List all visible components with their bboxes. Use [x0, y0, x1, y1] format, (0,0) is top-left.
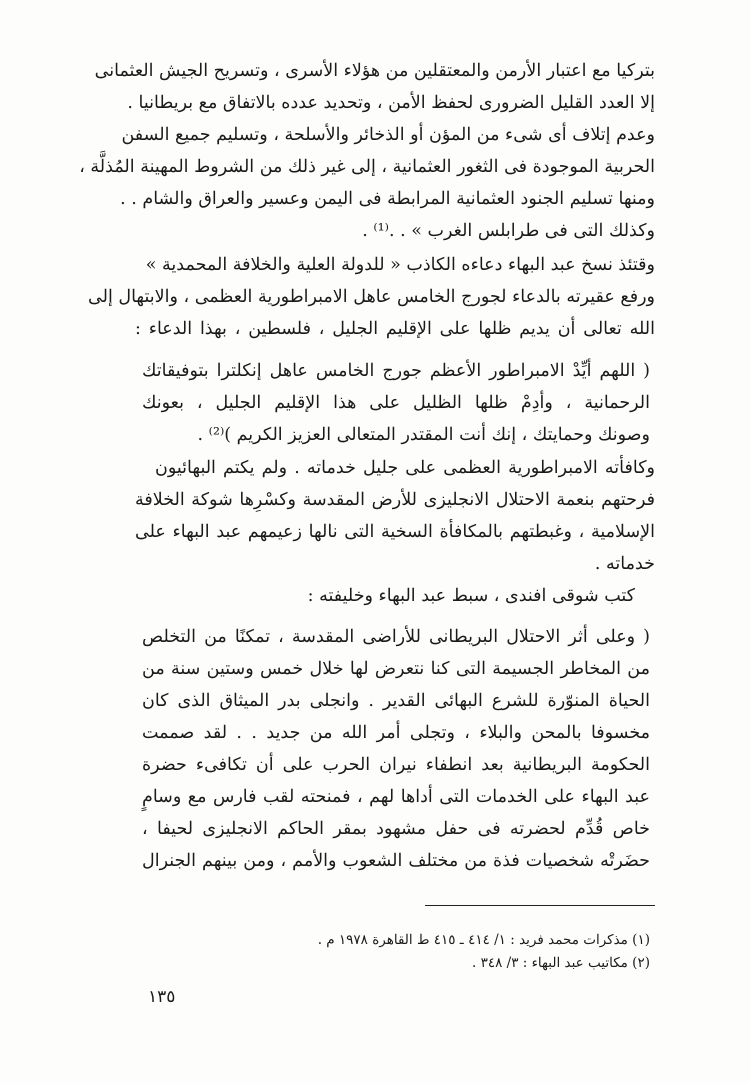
text-line: الحربية الموجودة فى الثغور العثمانية ، إلى غير ذلك من الشروط المهينة المُذلَّة ،	[79, 157, 655, 177]
quote-line: الرحمانية ، وأدِمْ ظلها الظليل على هذا الإقليم الجليل ، بعونك	[142, 393, 650, 413]
page-number: ١٣٥	[148, 987, 176, 1007]
quote-line: وصونك وحمايتك ، إنك أنت المقتدر المتعالى العزيز الكريم )⁽²⁾ .	[197, 425, 650, 445]
text-line: ومنها تسليم الجنود العثمانية المرابطة فى اليمن وعسير والعراق والشام . .	[120, 189, 655, 209]
quote-line: ( وعلى أثر الاحتلال البريطانى للأراضى المقدسة ، تمكنًا من التخلص	[142, 627, 650, 647]
quote-line: الحكومة البريطانية بعد انطفاء نيران الحرب على أن تكافىء حضرة	[142, 755, 650, 775]
quote-line: ( اللهم أيِّدْ الامبراطور الأعظم جورج الخامس عاهل إنكلترا بتوفيقاتك	[142, 361, 650, 381]
text-line: وعدم إتلاف أى شىء من المؤن أو الذخائر والأسلحة ، وتسليم جميع السفن	[121, 125, 655, 145]
text-line: وقتئذ نسخ عبد البهاء دعاءه الكاذب « للدولة العلية والخلافة المحمدية »	[145, 255, 655, 275]
text-line: كتب شوقى افندى ، سبط عبد البهاء وخليفته :	[307, 586, 635, 606]
text-line: خدماته .	[594, 554, 655, 574]
quote-line: من المخاطر الجسيمة التى كنا نتعرض لها خلال خمس وستين سنة من	[142, 659, 650, 679]
text-line: إلا العدد القليل الضرورى لحفظ الأمن ، وتحديد عدده بالاتفاق مع بريطانيا .	[127, 93, 655, 113]
text-line: وكافأته الامبراطورية العظمى على جليل خدماته . ولم يكتم البهائيون	[155, 458, 655, 478]
quote-line: خاص قُدِّم لحضرته فى حفل مشهود بمقر الحاكم الانجليزى لحيفا ،	[142, 819, 650, 839]
quote-line: عبد البهاء على الخدمات التى أداها لهم ، فمنحته لقب فارس مع وسامٍ	[142, 787, 650, 807]
quote-line: الحياة المنوّرة للشرع البهائى القدير . وانجلى بدر الميثاق الذى كان	[142, 691, 650, 711]
text-line: فرحتهم بنعمة الاحتلال الانجليزى للأرض المقدسة وكسْرِها شوكة الخلافة	[135, 490, 655, 510]
text-line: ورفع عقيرته بالدعاء لجورج الخامس عاهل الامبراطورية العظمى ، والابتهال إلى	[88, 287, 655, 307]
text-line: الله تعالى أن يديم ظلها على الإقليم الجليل ، فلسطين ، بهذا الدعاء :	[135, 319, 655, 339]
footnote: (٢) مكاتيب عبد البهاء : ٣/ ٣٤٨ .	[471, 955, 650, 971]
text-line: وكذلك التى فى طرابلس الغرب » . .⁽¹⁾ .	[362, 221, 655, 241]
text-line: بتركيا مع اعتبار الأرمن والمعتقلين من هؤلاء الأسرى ، وتسريح الجيش العثمانى	[94, 61, 655, 81]
footnote: (١) مذكرات محمد فريد : ١/ ٤١٤ ـ ٤١٥ ط القاهرة ١٩٧٨ م .	[317, 932, 650, 948]
quote-line: مخسوفا بالمحن والبلاء ، وتجلى أمر الله من جديد . . لقد صممت	[142, 723, 650, 743]
quote-line: حضَرتْه شخصيات فذة من مختلف الشعوب والأمم ، ومن بينهم الجنرال	[142, 851, 650, 871]
text-line: الإسلامية ، وغبطتهم بالمكافأة السخية التى نالها زعيمهم عبد البهاء على	[135, 522, 655, 542]
footnote-divider	[425, 905, 655, 906]
